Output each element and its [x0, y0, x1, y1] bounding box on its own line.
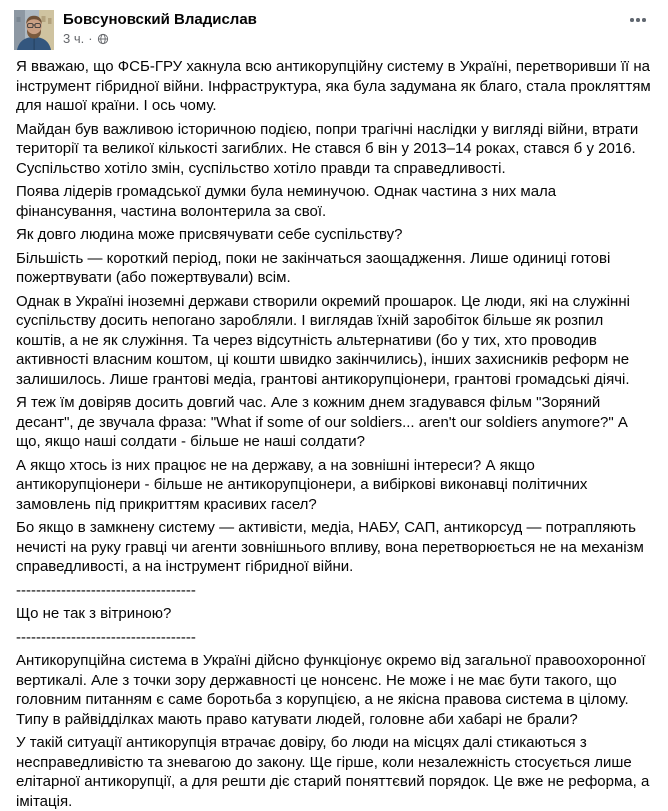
post-paragraph: А якщо хтось із них працює не на державу, а на зовнішні інтереси? А якщо антикорупціонери - більше не антикорупціонери, а вибіркові виконавці політичних замовлень під прикриттям красивих гасел? [16, 456, 592, 513]
post-divider-dashes: ------------------------------------ [16, 628, 196, 646]
post-header-meta [63, 10, 624, 47]
post-paragraph: Я теж їм довіряв досить довгий час. Але з кожним днем згадувався фільм "Зоряний десант", де звучала фраза: "What if some of our soldiers... aren't our soldiers anymore?" А що, якщо наші солдати - більше не наші солдати? [16, 394, 633, 450]
post-paragraph-text: У такій ситуації антикорупція втрачає довіру, бо люди на місцях далі стикаються з несправедливістю та зневагою до закону. Ще гірше, коли незалежність стосується лише елітарної антикорупції, а для решти діє старий поняттєвий порядок. Це вже не реформа, а [16, 734, 650, 790]
post-paragraph: Як довго людина може присвячувати себе суспільству? [16, 226, 403, 243]
profile-photo[interactable] [14, 10, 54, 50]
post-paragraph: Майдан був важливою історичною подією, попри трагічні наслідки у вигляді війни, втрати території та великої кількості загиблих. Не стався б він у 2013–14 роках, стався б у 2016. Суспільство хотіло змін, суспільство хотіло правди та справедливості. [16, 120, 643, 177]
post-divider-dashes: ------------------------------------ [16, 581, 196, 599]
post-paragraph: Що не так з вітриною? [16, 605, 172, 622]
post-paragraph: Поява лідерів громадської думки була неминучою. Однак частина з них мала фінансування, частина волонтерила за свої. [16, 183, 561, 220]
globe-icon [97, 33, 109, 45]
post-header [0, 0, 668, 50]
avatar-image [14, 10, 54, 50]
meta-separator: · [88, 31, 93, 46]
post-menu-button[interactable] [624, 8, 652, 28]
post-paragraph: Більшість — короткий період, поки не закінчаться заощадження. Лише одиниці готові пожертвувати (або пожертвували) всім. [16, 249, 615, 286]
post-meta-row [63, 31, 624, 47]
ellipsis-icon [630, 18, 646, 22]
post-paragraph: Я вважаю, що ФСБ-ГРУ хакнула всю антикорупційну систему в Україні, перетворивши її на інструмент гібридної війни. Інфраструктура, яка була задумана як благо, стала прокляттям для нашої країни. І ось чому. [16, 58, 655, 114]
post-content [0, 50, 668, 811]
post-paragraph: Антикорупційна система в Україні дійсно функціонує окремо від загальної правоохоронної вертикалі. Але з точки зору державності це нонсенс. Не може і не має бути такого, що головним питанням є саме боротьба з корупцією, а не якісна правова система в цілому. Типу в райвідділках мають право катувати людей, головне аби хабарі не брали? [16, 652, 650, 728]
post-paragraph: Бо якщо в замкнену систему — активісти, медіа, НАБУ, САП, антикорсуд — потрапляють нечисті на руку гравці чи агенти зовнішнього впливу, вона перетворюється не на механізм справедливості, а на інструмент гібридної війни. [16, 519, 649, 575]
post-paragraph: Однак в Україні іноземні держави створили окремий прошарок. Це люди, які на служінні суспільству досить непогано заробляли. І виглядав їхній заробіток більше як розпил коштів, а не як служіння. Та через відсутність альтернативи (бо у тих, хто проводив активності власним коштом, ці кошти швидко закінчились), інших захисників реформ не залишилось. Лише грантові медіа, грантові антикорупціонери, грантові громадські діячі. [16, 292, 635, 388]
clipped-line: імітація. [16, 792, 73, 810]
post-timestamp[interactable]: 3 ч. [63, 31, 85, 46]
post-paragraph [16, 733, 652, 811]
author-name[interactable]: Бовсуновский Владислав [63, 11, 257, 28]
